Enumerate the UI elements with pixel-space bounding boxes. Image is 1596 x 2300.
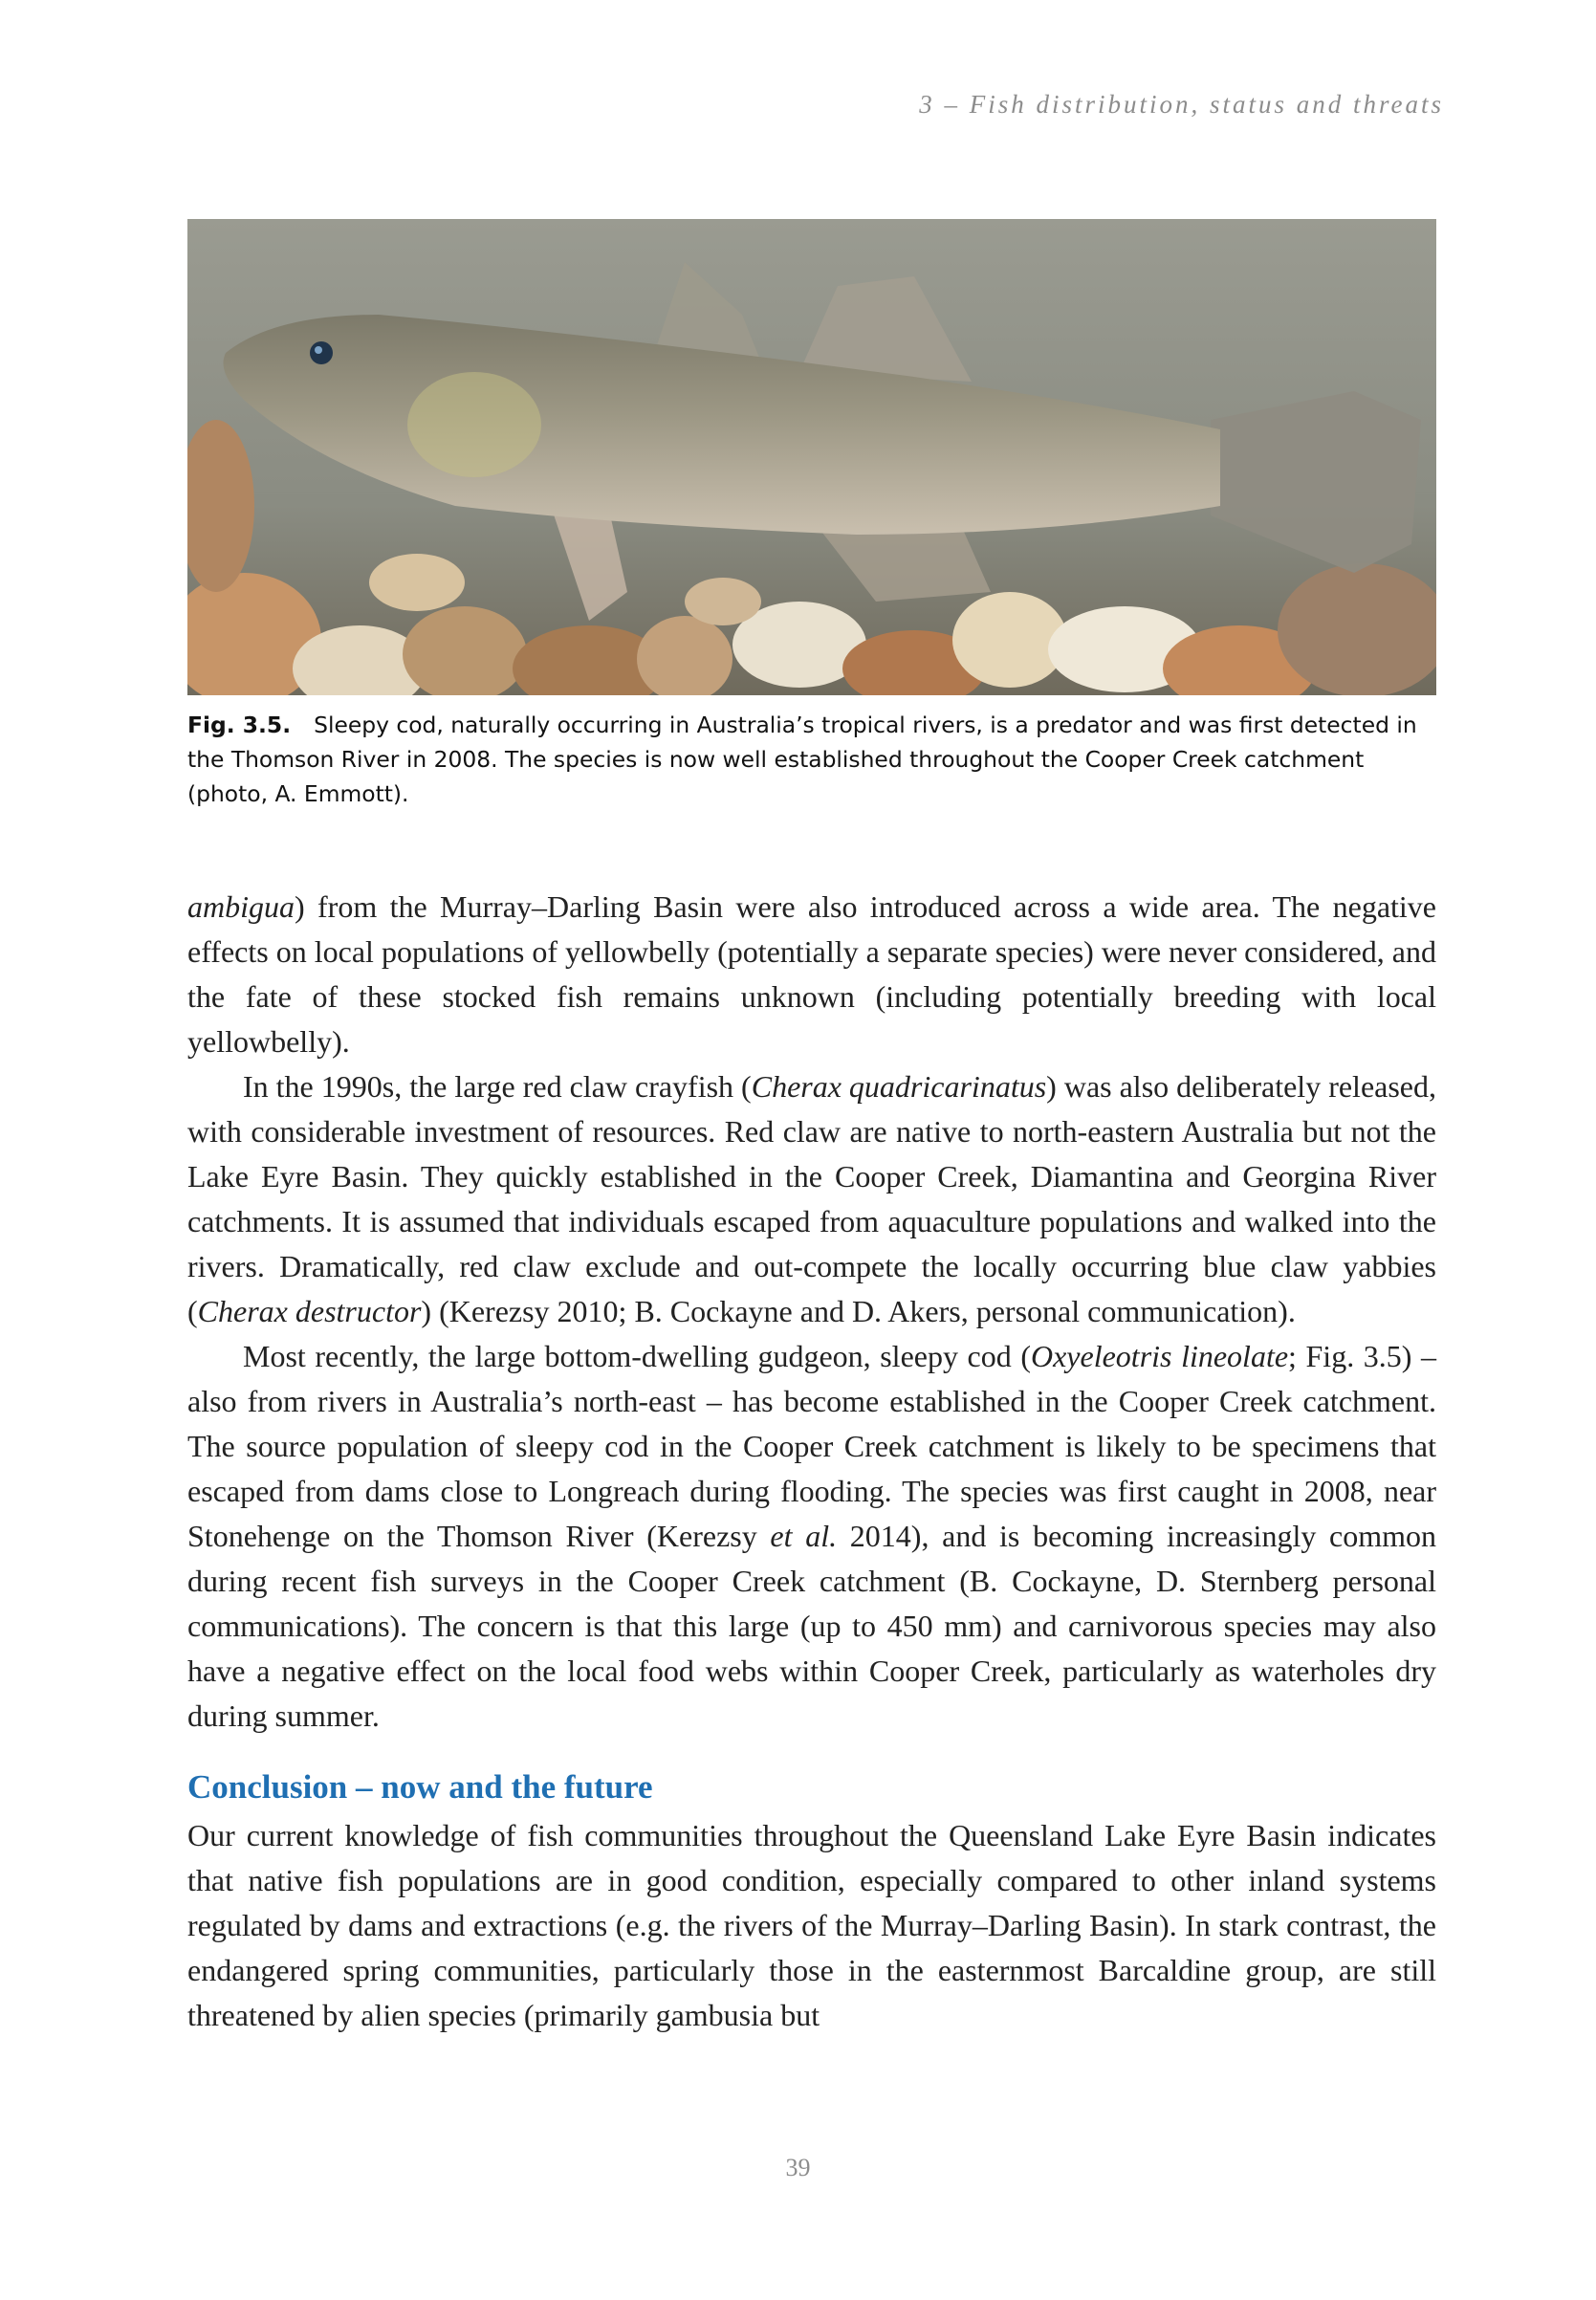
paragraph-text: 2014), and is becoming increasingly common during recent fish surveys in the Cooper Creek catchment (B. Cockayne, D. Sternberg personal communications). The concern is that this large (up to 450 mm) and carnivorous species may also have a negative effect on the local food webs within Cooper Creek, particularly as waterholes dry during summer. [187, 1519, 1437, 1733]
sleepy-cod-photo [187, 219, 1436, 695]
paragraph-2 [187, 1064, 1436, 1334]
species-name: Oxyeleotris lineolate [1030, 1339, 1289, 1373]
figure-caption-text: Sleepy cod, naturally occurring in Australia’s tropical rivers, is a predator and was first detected in the Thomson River in 2008. The species is now well established throughout the Cooper Creek catchment (photo, A. Emmott). [187, 712, 1417, 807]
paragraph-text: ) from the Murray–Darling Basin were also introduced across a wide area. The negative effects on local populations of yellowbelly (potentially a separate species) were never considered, and the fate of these stocked fish remains unknown (including potentially breeding with local yellowbelly). [187, 889, 1436, 1059]
figure-label: Fig. 3.5. [187, 712, 292, 738]
citation-etal: et al. [770, 1519, 838, 1553]
paragraph-1 [187, 885, 1436, 1064]
page-number: 39 [785, 2154, 811, 2181]
paragraph-text: ) (Kerezsy 2010; B. Cockayne and D. Akers, personal communication). [421, 1294, 1296, 1328]
paragraph-text: ) was also deliberately released, with considerable investment of resources. Red claw are native to north-eastern Australia but not the Lake Eyre Basin. They quickly established in the Cooper Creek, Diamantina and Georgina River catchments. It is assumed that individuals escaped from aquaculture populations and walked into the rivers. Dramatically, red claw exclude and out-compete the locally occurring blue claw yabbies ( [187, 1069, 1437, 1328]
species-name: Cherax quadricarinatus [751, 1069, 1047, 1104]
paragraph-text: Most recently, the large bottom-dwelling gudgeon, sleepy cod ( [243, 1339, 1031, 1373]
body-text [187, 885, 1436, 2038]
paragraph-3 [187, 1334, 1436, 1739]
species-name: ambigua [187, 889, 295, 924]
species-name: Cherax destructor [197, 1294, 422, 1328]
section-heading: Conclusion – now and the future [187, 1768, 653, 1806]
paragraph-text: In the 1990s, the large red claw crayfish ( [243, 1069, 752, 1104]
figure-caption [187, 708, 1442, 811]
running-head: 3 – Fish distribution, status and threats [919, 90, 1444, 119]
paragraph-4: Our current knowledge of fish communities throughout the Queensland Lake Eyre Basin indicates that native fish populations are in good condition, especially compared to other inland systems regulated by dams and extractions (e.g. the rivers of the Murray–Darling Basin). In stark contrast, the endangered spring communities, particularly those in the easternmost Barcaldine group, are still threatened by alien species (primarily gambusia but [187, 1818, 1436, 2032]
paragraph-text: ; Fig. 3.5) – also from rivers in Australia’s north-east – has become established in the Cooper Creek catchment. The source population of sleepy cod in the Cooper Creek catchment is likely to be specimens that escaped from dams close to Longreach during flooding. The species was first caught in 2008, near Stonehenge on the Thomson River (Kerezsy [187, 1339, 1436, 1553]
